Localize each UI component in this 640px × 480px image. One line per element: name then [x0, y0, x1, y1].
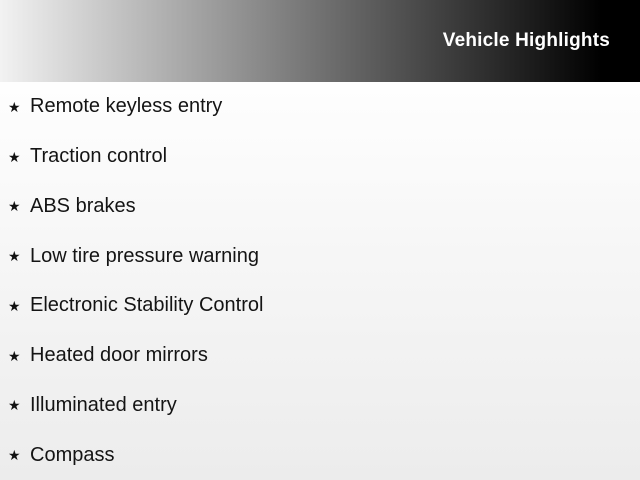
list-item [0, 281, 640, 331]
list-item [0, 430, 640, 480]
feature-label: Electronic Stability Control [30, 294, 264, 317]
list-item [0, 132, 640, 182]
feature-label: Heated door mirrors [30, 344, 208, 367]
star-icon: ★ [8, 297, 21, 314]
star-icon: ★ [8, 447, 21, 464]
page-title: Vehicle Highlights [442, 30, 610, 51]
vehicle-highlights-list [0, 82, 640, 480]
feature-label: Traction control [30, 145, 168, 168]
feature-label: Compass [30, 443, 115, 466]
list-item [0, 381, 640, 431]
feature-label: Remote keyless entry [30, 95, 223, 118]
star-icon: ★ [8, 347, 21, 364]
star-icon: ★ [8, 397, 21, 414]
list-item [0, 231, 640, 281]
star-icon: ★ [8, 198, 21, 215]
list-item [0, 182, 640, 232]
list-item [0, 331, 640, 381]
feature-label: Low tire pressure warning [30, 244, 259, 267]
star-icon: ★ [8, 248, 21, 265]
header-bar [0, 0, 640, 82]
feature-label: Illuminated entry [30, 393, 177, 416]
feature-label: ABS brakes [30, 194, 136, 217]
star-icon: ★ [8, 148, 21, 165]
list-item [0, 82, 640, 132]
star-icon: ★ [8, 98, 21, 115]
